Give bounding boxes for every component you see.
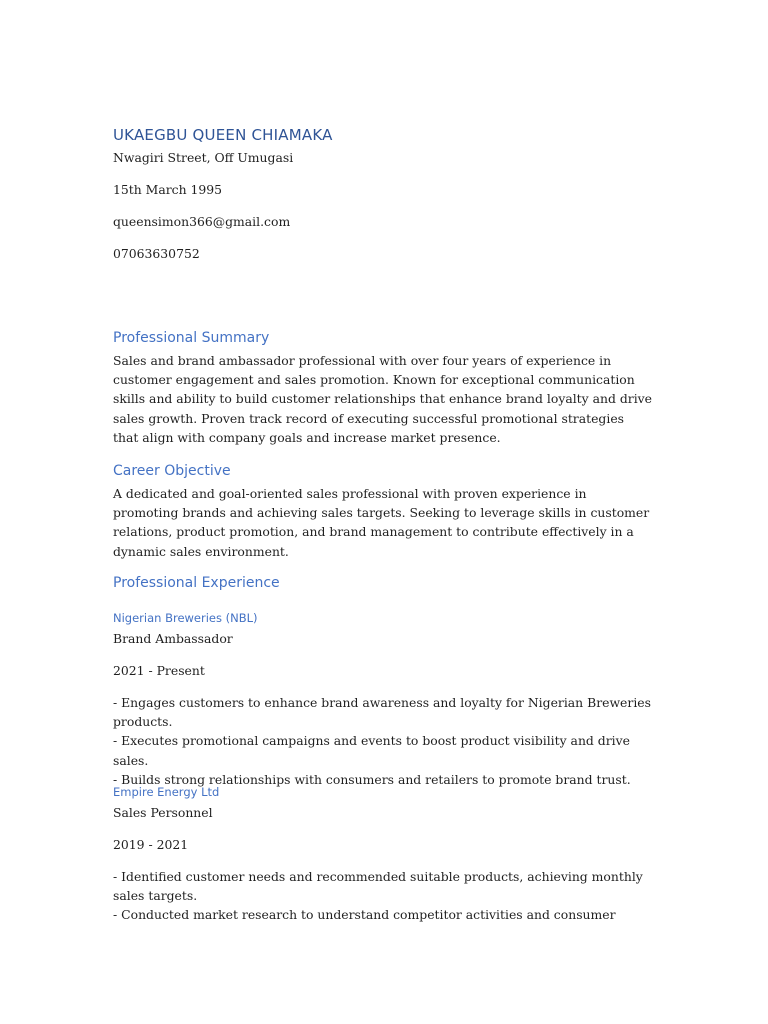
job-company: Empire Energy Ltd xyxy=(113,785,220,799)
summary-heading: Professional Summary xyxy=(113,330,270,346)
job-bullets xyxy=(113,693,653,789)
job-bullet: - Executes promotional campaigns and events to boost product visibility and drive sales. xyxy=(113,733,630,768)
email: queensimon366@gmail.com xyxy=(113,214,291,229)
summary-text: Sales and brand ambassador professional with over four years of experience in customer engagement and sales promotion. Known for exceptional communication skills and ability to build customer relationships that enhance brand loyalty and drive sales growth. Proven track record of executing successful promotional strategies that align with company goals and increase market presence. xyxy=(113,353,652,445)
job-period: 2021 - Present xyxy=(113,663,205,678)
date-of-birth: 15th March 1995 xyxy=(113,182,223,197)
job-bullets xyxy=(113,867,653,925)
objective-text: A dedicated and goal-oriented sales professional with proven experience in promoting brands and achieving sales targets. Seeking to leverage skills in customer relations, product promotion, and brand management to contribute effectively in a dynamic sales environment. xyxy=(113,486,650,559)
job-company: Nigerian Breweries (NBL) xyxy=(113,611,258,625)
job-bullet: - Conducted market research to understand competitor activities and consumer xyxy=(113,907,616,923)
job-period: 2019 - 2021 xyxy=(113,837,189,852)
candidate-name: UKAEGBU QUEEN CHIAMAKA xyxy=(113,126,333,144)
job-role: Sales Personnel xyxy=(113,805,213,820)
job-bullet: - Identified customer needs and recommended suitable products, achieving monthly sales targets. xyxy=(113,869,643,904)
experience-heading: Professional Experience xyxy=(113,575,280,591)
job-role: Brand Ambassador xyxy=(113,631,233,646)
phone: 07063630752 xyxy=(113,246,200,261)
job-bullet: - Engages customers to enhance brand awareness and loyalty for Nigerian Breweries products. xyxy=(113,695,651,730)
job-bullet: - Builds strong relationships with consumers and retailers to promote brand trust. xyxy=(113,771,631,787)
address: Nwagiri Street, Off Umugasi xyxy=(113,150,294,165)
objective-heading: Career Objective xyxy=(113,463,231,479)
